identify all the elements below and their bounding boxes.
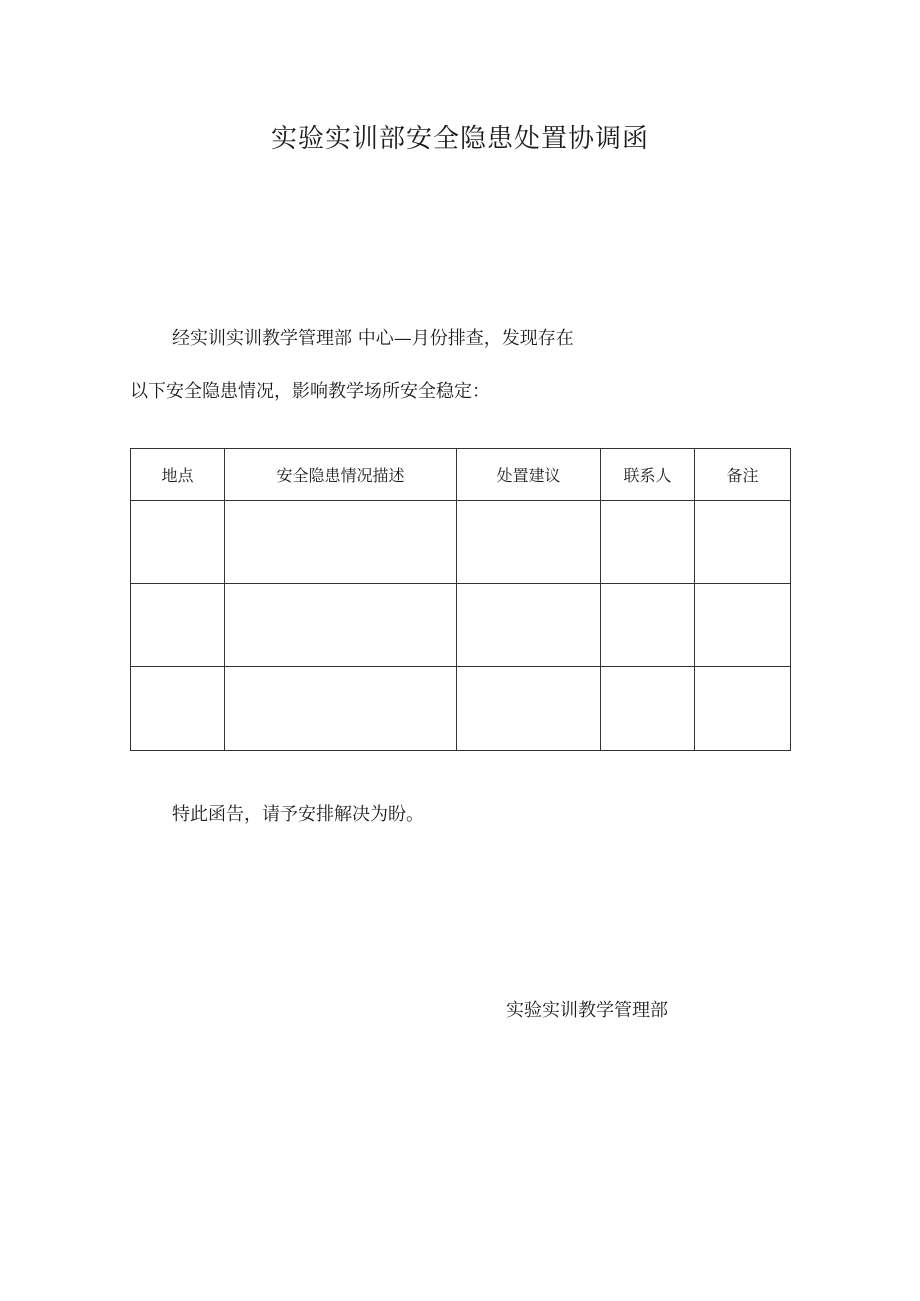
header-contact-person: 联系人 <box>601 449 695 501</box>
table-row <box>131 667 791 751</box>
table-cell-description <box>225 667 457 751</box>
table-header-row <box>131 449 791 501</box>
header-remarks: 备注 <box>695 449 791 501</box>
table-row <box>131 584 791 667</box>
table-cell-suggestion <box>457 501 601 584</box>
intro-line-2: 以下安全隐患情况，影响教学场所安全稳定： <box>130 381 490 402</box>
table-cell-description <box>225 584 457 667</box>
document-title: 实验实训部安全隐患处置协调函 <box>270 124 649 154</box>
intro-line-1: 经实训实训教学管理部 中心—月份排查，发现存在 <box>172 328 574 349</box>
table-cell-suggestion <box>457 667 601 751</box>
table-cell-contact <box>601 667 695 751</box>
table-cell-description <box>225 501 457 584</box>
table-row <box>131 501 791 584</box>
closing-statement: 特此函告，请予安排解决为盼。 <box>172 804 424 825</box>
header-location: 地点 <box>131 449 225 501</box>
table-cell-remarks <box>695 584 791 667</box>
table-cell-location <box>131 584 225 667</box>
header-hazard-description: 安全隐患情况描述 <box>225 449 457 501</box>
hazard-table <box>130 448 791 751</box>
table-cell-remarks <box>695 501 791 584</box>
table-cell-suggestion <box>457 584 601 667</box>
table-cell-location <box>131 501 225 584</box>
signature-department: 实验实训教学管理部 <box>506 1000 668 1021</box>
table-cell-contact <box>601 584 695 667</box>
header-handling-suggestion: 处置建议 <box>457 449 601 501</box>
table-cell-remarks <box>695 667 791 751</box>
table-cell-contact <box>601 501 695 584</box>
table-cell-location <box>131 667 225 751</box>
